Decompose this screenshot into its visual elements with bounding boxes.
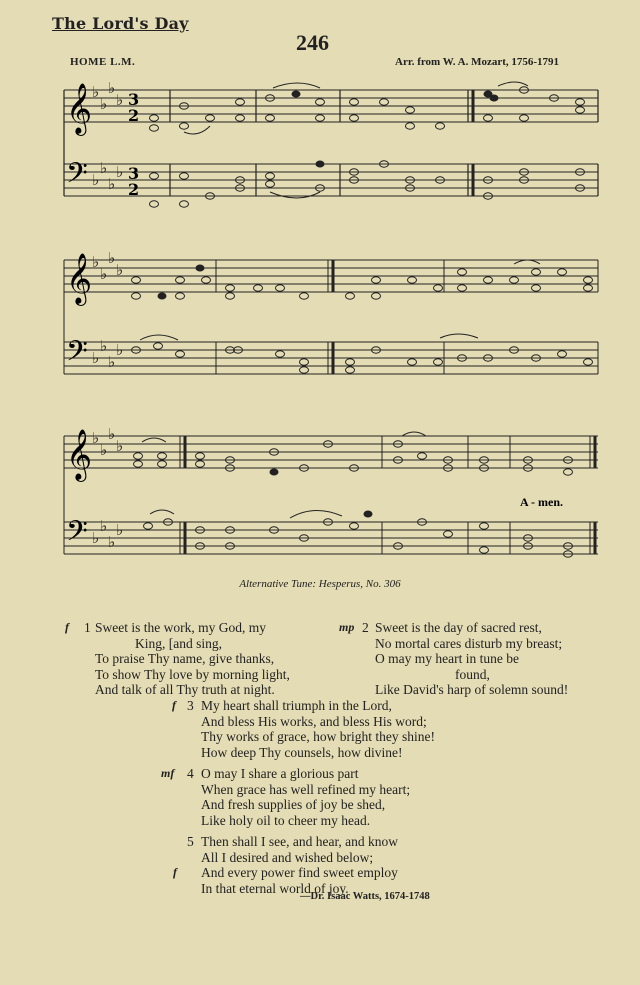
verse-line: In that eternal world of joy. (201, 880, 349, 896)
verse-line: found, (455, 666, 490, 682)
verse-line: O may my heart in tune be (375, 651, 519, 666)
svg-text:3: 3 (128, 164, 140, 183)
music-system-2 (58, 250, 603, 400)
treble-clef-icon: 𝄞 (66, 253, 93, 304)
svg-text:♭: ♭ (116, 163, 124, 181)
svg-text:♭: ♭ (100, 159, 108, 177)
verse-1 (65, 620, 290, 698)
svg-text:♭: ♭ (108, 425, 116, 443)
treble-clef-icon: 𝄞 (66, 429, 93, 480)
dynamic-marking: mp (339, 620, 355, 634)
notes (132, 260, 593, 373)
verse-line: All I desired and wished below; (201, 849, 374, 865)
svg-text:♭: ♭ (100, 441, 108, 459)
svg-text:♭: ♭ (116, 261, 124, 279)
verse-line: No mortal cares disturb my breast; (375, 635, 563, 651)
verse-line: Like holy oil to cheer my head. (201, 812, 371, 828)
verse-number: 3 (187, 698, 194, 713)
amen-label: A - men. (520, 495, 563, 509)
verse-2 (339, 620, 569, 698)
bass-clef-icon: 𝄢 (66, 515, 88, 555)
hymn-number: 246 (296, 30, 329, 55)
verse-3 (172, 698, 435, 760)
alternative-tune: Alternative Tune: Hesperus, No. 306 (239, 578, 401, 590)
dynamic-marking: f (172, 698, 176, 712)
svg-text:♭: ♭ (116, 91, 124, 109)
music-system-1 (58, 80, 603, 225)
bass-staff (64, 164, 598, 196)
svg-text:♭: ♭ (100, 337, 108, 355)
verse-line: To praise Thy name, give thanks, (95, 651, 275, 666)
attribution: —Dr. Isaac Watts, 1674-1748 (300, 891, 430, 902)
svg-text:♭: ♭ (108, 175, 116, 193)
svg-text:♭: ♭ (100, 95, 108, 113)
svg-text:♭: ♭ (116, 437, 124, 455)
svg-text:2: 2 (128, 180, 140, 199)
treble-staff (64, 90, 598, 122)
svg-text:♭: ♭ (116, 521, 124, 539)
time-signature (128, 90, 139, 199)
svg-text:2: 2 (128, 106, 140, 125)
verse-number: 4 (187, 766, 194, 781)
verse-line: King, [and sing, (135, 635, 222, 651)
svg-text:♭: ♭ (92, 429, 100, 447)
flat-icon (92, 80, 123, 193)
verse-line: How deep Thy counsels, how divine! (201, 744, 403, 760)
svg-text:♭: ♭ (100, 265, 108, 283)
tune-name: HOME L.M. (70, 56, 136, 68)
verse-line: O may I share a glorious part (201, 766, 359, 781)
verse-5 (173, 834, 399, 896)
verse-line: When grace has well refined my heart; (201, 781, 411, 797)
bass-clef-icon: 𝄢 (66, 157, 88, 197)
treble-clef-icon: 𝄞 (66, 83, 93, 134)
verse-line: My heart shall triumph in the Lord, (201, 698, 392, 713)
verse-4 (161, 766, 411, 828)
dynamic-marking: f (173, 865, 177, 879)
verse-number: 1 (84, 620, 91, 635)
svg-text:♭: ♭ (92, 83, 100, 101)
svg-text:♭: ♭ (116, 341, 124, 359)
music-system-3 (58, 422, 603, 572)
verse-line: And talk of all Thy truth at night. (95, 682, 275, 697)
svg-text:♭: ♭ (92, 253, 100, 271)
verse-number: 5 (187, 834, 194, 849)
verse-line: And fresh supplies of joy be shed, (201, 797, 386, 812)
dynamic-marking: mf (161, 766, 175, 780)
svg-text:3: 3 (128, 90, 140, 109)
svg-text:♭: ♭ (108, 353, 116, 371)
svg-text:♭: ♭ (92, 529, 100, 547)
section-title: The Lord's Day (52, 14, 189, 33)
verse-line: Then shall I see, and hear, and know (201, 834, 399, 849)
notes (150, 87, 585, 207)
dynamic-marking: f (65, 620, 69, 634)
verse-line: Like David's harp of solemn sound! (375, 682, 569, 697)
verse-line: And every power find sweet employ (201, 865, 398, 880)
verse-number: 2 (362, 620, 369, 635)
svg-text:♭: ♭ (108, 80, 116, 97)
arrangement-credit: Arr. from W. A. Mozart, 1756-1791 (395, 56, 560, 68)
bass-clef-icon: 𝄢 (66, 335, 88, 375)
svg-text:♭: ♭ (100, 517, 108, 535)
verse-line: Sweet is the work, my God, my (95, 620, 266, 635)
svg-text:♭: ♭ (108, 533, 116, 551)
verse-line: Sweet is the day of sacred rest, (375, 620, 542, 635)
svg-text:♭: ♭ (92, 171, 100, 189)
verse-line: Thy works of grace, how bright they shine! (201, 729, 435, 744)
svg-text:♭: ♭ (92, 349, 100, 367)
verse-line: To show Thy love by morning light, (95, 666, 290, 682)
verse-line: And bless His works, and bless His word; (201, 713, 427, 729)
svg-text:♭: ♭ (108, 250, 116, 267)
